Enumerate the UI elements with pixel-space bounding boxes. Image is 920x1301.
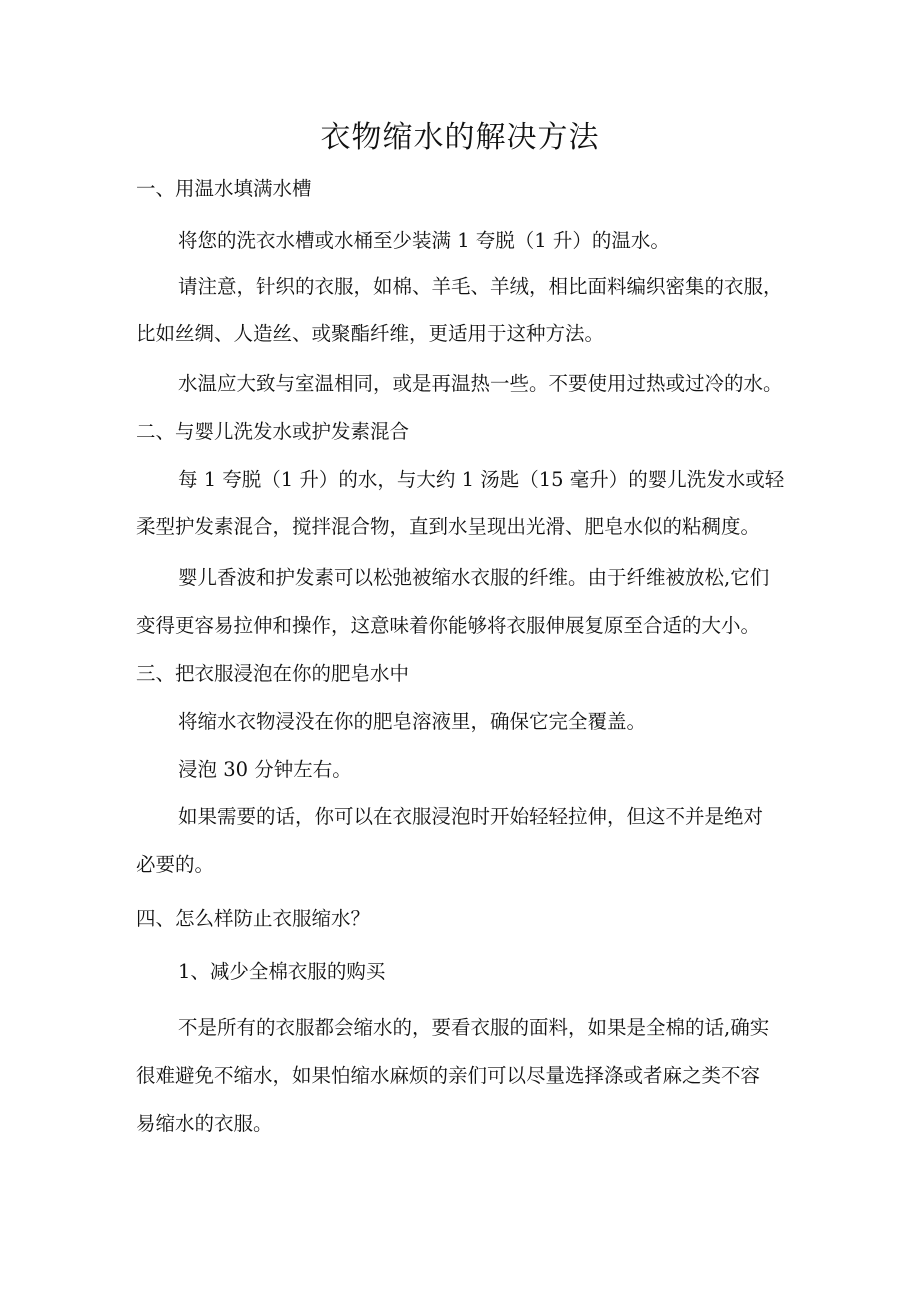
section-heading-1: 一、用温水填满水槽 — [136, 177, 312, 200]
paragraph-line: 变得更容易拉伸和操作，这意味着你能够将衣服伸展复原至合适的大小。 — [136, 614, 761, 637]
paragraph-line: 浸泡 30 分钟左右。 — [178, 758, 352, 781]
paragraph-line: 请注意，针织的衣服，如棉、羊毛、羊绒，相比面料编织密集的衣服， — [178, 275, 783, 298]
paragraph-line: 易缩水的衣服。 — [136, 1112, 273, 1135]
section-heading-3: 三、把衣服浸泡在你的肥皂水中 — [136, 662, 410, 685]
paragraph-line: 很难避免不缩水，如果怕缩水麻烦的亲们可以尽量选择涤或者麻之类不容 — [136, 1064, 761, 1087]
paragraph-line: 婴儿香波和护发素可以松弛被缩水衣服的纤维。由于纤维被放松,它们 — [178, 566, 770, 589]
paragraph-line: 不是所有的衣服都会缩水的，要看衣服的面料，如果是全棉的话,确实 — [178, 1016, 770, 1039]
paragraph-line: 水温应大致与室温相同，或是再温热一些。不要使用过热或过冷的水。 — [178, 372, 783, 395]
paragraph-line: 每 1 夸脱（1 升）的水，与大约 1 汤匙（15 毫升）的婴儿洗发水或轻 — [178, 468, 785, 491]
paragraph-line: 将缩水衣物浸没在你的肥皂溶液里，确保它完全覆盖。 — [178, 710, 647, 733]
paragraph-line: 如果需要的话，你可以在衣服浸泡时开始轻轻拉伸，但这不并是绝对 — [178, 805, 764, 828]
paragraph-line: 将您的洗衣水槽或水桶至少装满 1 夸脱（1 升）的温水。 — [178, 229, 670, 252]
section-heading-2: 二、与婴儿洗发水或护发素混合 — [136, 420, 410, 443]
subsection-heading: 1、减少全棉衣服的购买 — [178, 960, 386, 983]
paragraph-line: 柔型护发素混合，搅拌混合物，直到水呈现出光滑、肥皂水似的粘稠度。 — [136, 515, 761, 538]
section-heading-4: 四、怎么样防止衣服缩水？ — [136, 907, 371, 930]
document-title: 衣物缩水的解决方法 — [320, 120, 600, 155]
paragraph-line: 比如丝绸、人造丝、或聚酯纤维，更适用于这种方法。 — [136, 322, 605, 345]
paragraph-line: 必要的。 — [136, 853, 215, 876]
